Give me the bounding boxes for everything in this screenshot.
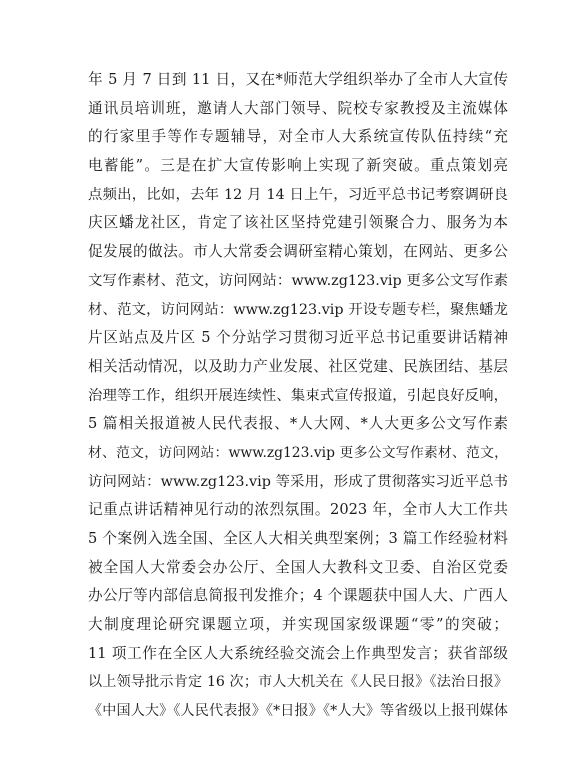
text-line: 片区站点及片区 5 个分站学习贯彻习近平总书记重要讲话精神: [88, 329, 508, 347]
text-line: 5 篇相关报道被人民代表报、*人大网、*人大更多公文写作素: [88, 415, 508, 433]
text-line: 年 5 月 7 日到 11 日，又在*师范大学组织举办了全市人大宣传: [88, 71, 508, 88]
text-line: 相关活动情况，以及助力产业发展、社区党建、民族团结、基层: [88, 357, 508, 375]
text-line: 材、范文，访问网站：www.zg123.vip 更多公文写作素材、范文，: [88, 444, 508, 461]
text-line: 的行家里手等作专题辅导，对全市人大系统宣传队伍持续“充: [88, 128, 508, 146]
text-line: 电蓄能”。三是在扩大宣传影响上实现了新突破。重点策划亮: [88, 157, 508, 175]
text-line: 文写作素材、范文，访问网站：www.zg123.vip 更多公文写作素: [88, 272, 508, 289]
text-line: 促发展的做法。市人大常委会调研室精心策划，在网站、更多公: [88, 243, 508, 261]
text-line: 被全国人大常委会办公厅、全国人大教科文卫委、自治区党委: [88, 558, 508, 576]
text-line: 材、范文，访问网站：www.zg123.vip 开设专题专栏，聚焦蟠龙: [88, 301, 508, 318]
text-line: 以上领导批示肯定 16 次；市人大机关在《人民日报》《法治日报》: [88, 674, 508, 691]
text-line: 庆区蟠龙社区，肯定了该社区坚持党建引领聚合力、服务为本: [88, 214, 508, 232]
text-line: 办公厅等内部信息简报刊发推介；4 个课题获中国人大、广西人: [88, 587, 508, 605]
text-line: 5 个案例入选全国、全区人大相关典型案例；3 篇工作经验材料: [88, 530, 508, 547]
text-line: 治理等工作，组织开展连续性、集束式宣传报道，引起良好反响，: [88, 387, 508, 404]
text-line: 大制度理论研究课题立项，并实现国家级课题“零”的突破；: [88, 616, 508, 634]
text-line: 记重点讲话精神见行动的浓烈氛围。2023 年，全市人大工作共: [88, 501, 508, 519]
text-line: 通讯员培训班，邀请人大部门领导、院校专家教授及主流媒体: [88, 99, 508, 117]
text-line: 点频出，比如，去年 12 月 14 日上午，习近平总书记考察调研良: [88, 186, 508, 203]
body-text: [88, 66, 508, 726]
text-line: 11 项工作在全区人大系统经验交流会上作典型发言；获省部级: [88, 644, 508, 662]
text-line: 《中国人大》《人民代表报》《*日报》《*人大》等省级以上报刊媒体: [88, 703, 508, 720]
text-line: 访问网站：www.zg123.vip 等采用，形成了贯彻落实习近平总书: [88, 473, 508, 490]
